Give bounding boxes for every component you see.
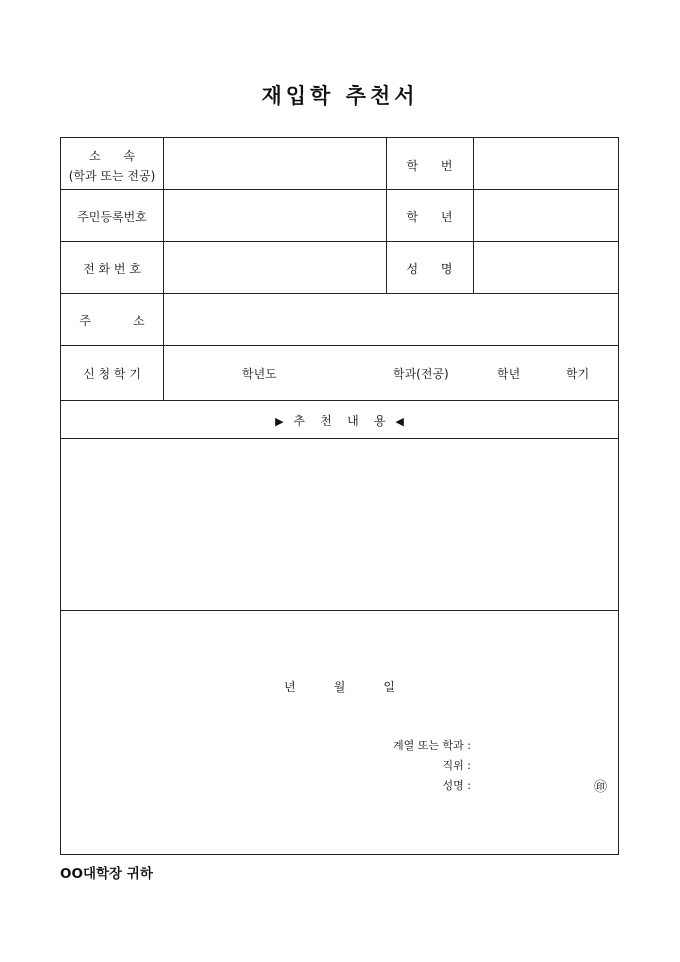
grade-label: 학 년 xyxy=(406,210,453,224)
recommendation-form xyxy=(60,137,619,855)
recommendation-section-heading xyxy=(61,412,618,429)
row-divider xyxy=(61,610,618,611)
resident-number-label: 주민등록번호 xyxy=(77,210,147,224)
column-divider xyxy=(473,138,474,293)
phone-label: 전 화 번 호 xyxy=(83,262,141,276)
address-label: 주 소 xyxy=(79,314,145,328)
date-line: 년 월 일 xyxy=(283,680,396,694)
seal-mark: ㊞ xyxy=(594,780,608,795)
document-title: 재입학 추천서 xyxy=(261,83,419,108)
affiliation-label-line2: (학과 또는 전공) xyxy=(68,169,156,183)
row-divider xyxy=(61,293,618,294)
row-divider xyxy=(61,438,618,439)
position-label: 직위 : xyxy=(442,759,471,772)
name-label: 성 명 xyxy=(406,262,453,276)
affiliation-label-line1: 소 속 xyxy=(88,149,136,163)
department-label: 계열 또는 학과 : xyxy=(393,739,471,752)
semester-year-label: 학년도 xyxy=(242,367,277,381)
student-number-label: 학 번 xyxy=(406,159,453,173)
recommendation-heading-text: 추 천 내 용 xyxy=(293,414,386,428)
addressee: OO대학장 귀하 xyxy=(60,866,153,882)
semester-term-label: 학기 xyxy=(566,367,590,381)
row-divider xyxy=(61,345,618,346)
affiliation-label xyxy=(61,147,163,184)
signer-name-label: 성명 : xyxy=(442,779,471,792)
row-divider xyxy=(61,241,618,242)
semester-dept-label: 학과(전공) xyxy=(393,367,449,381)
row-divider xyxy=(61,400,618,401)
semester-grade-label: 학년 xyxy=(497,367,521,381)
row-divider xyxy=(61,189,618,190)
column-divider xyxy=(163,138,164,400)
semester-label: 신 청 학 기 xyxy=(83,367,141,381)
left-triangle-icon: ◀ xyxy=(395,415,404,428)
right-triangle-icon: ▶ xyxy=(275,415,284,428)
